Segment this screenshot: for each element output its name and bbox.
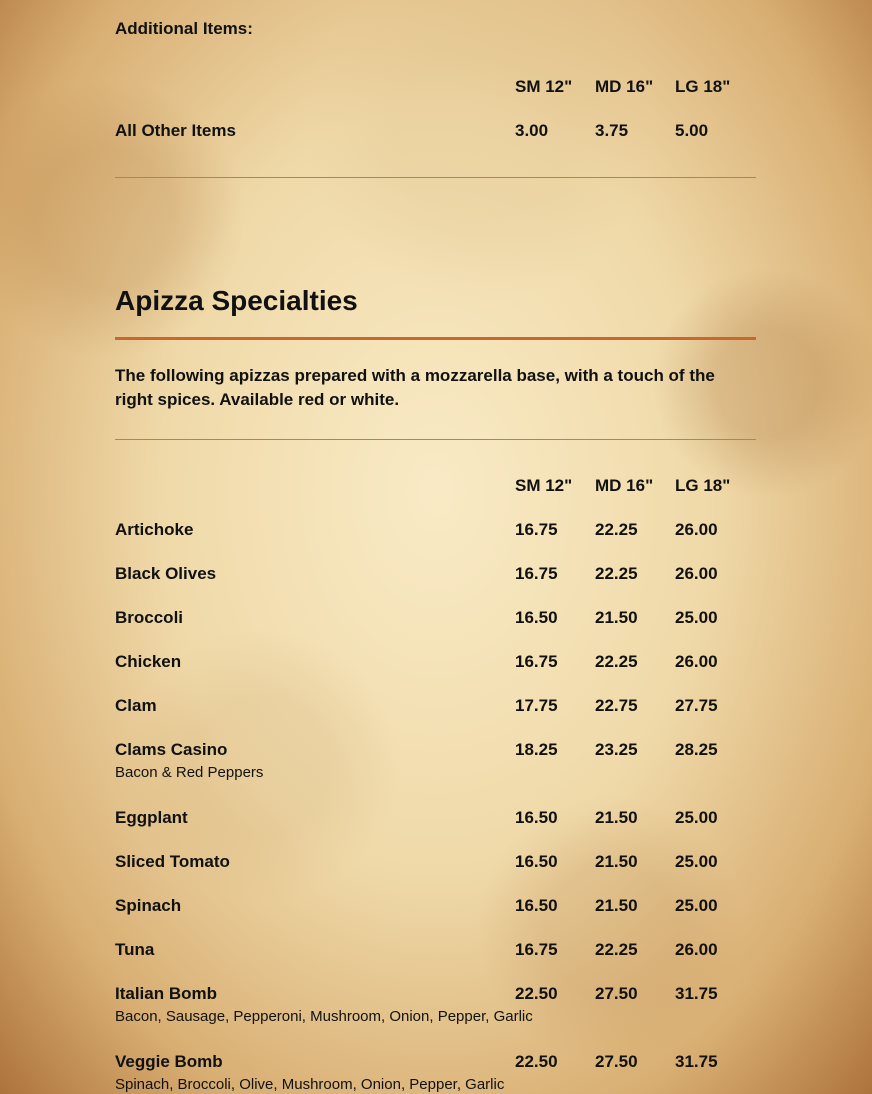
price-medium: 21.50 — [595, 896, 638, 915]
price-large: 26.00 — [675, 652, 718, 671]
price-small: 16.75 — [515, 520, 558, 539]
price-large: 27.75 — [675, 696, 718, 715]
price-medium: 27.50 — [595, 984, 638, 1003]
price-large: 5.00 — [675, 121, 709, 140]
price-large: 25.00 — [675, 808, 718, 827]
menu-item-name: Clam — [115, 696, 157, 715]
price-large: 25.00 — [675, 896, 718, 915]
size-header-large: LG 18" — [675, 77, 731, 96]
price-medium: 3.75 — [595, 121, 629, 140]
menu-item-name: Clams Casino — [115, 740, 228, 759]
section-title: Apizza Specialties — [115, 285, 358, 316]
price-small: 16.50 — [515, 896, 558, 915]
price-large: 26.00 — [675, 520, 718, 539]
menu-item-name: Veggie Bomb — [115, 1052, 223, 1071]
price-large: 31.75 — [675, 1052, 718, 1071]
price-large: 28.25 — [675, 740, 718, 759]
menu-item-description: Spinach, Broccoli, Olive, Mushroom, Onion, Pepper, Garlic — [115, 1076, 505, 1093]
price-small: 16.50 — [515, 608, 558, 627]
menu-item-name: Broccoli — [115, 608, 184, 627]
size-header-medium: MD 16" — [595, 77, 654, 96]
menu-item-name: Sliced Tomato — [115, 852, 230, 871]
size-header-small: SM 12" — [515, 77, 573, 96]
price-medium: 21.50 — [595, 808, 638, 827]
price-large: 31.75 — [675, 984, 718, 1003]
section-intro: The following apizzas prepared with a mozzarella base, with a touch of the right spices. Available red or white. — [115, 366, 715, 409]
price-small: 3.00 — [515, 121, 549, 140]
price-medium: 21.50 — [595, 608, 638, 627]
price-medium: 22.25 — [595, 940, 638, 959]
menu-item-name: Chicken — [115, 652, 182, 671]
section-divider — [115, 439, 756, 440]
price-large: 26.00 — [675, 940, 718, 959]
price-large: 25.00 — [675, 608, 718, 627]
price-medium: 22.25 — [595, 520, 638, 539]
price-small: 18.25 — [515, 740, 558, 759]
menu-item-name: All Other Items — [115, 121, 236, 140]
menu-item-name: Eggplant — [115, 808, 188, 827]
menu-item-name: Spinach — [115, 896, 182, 915]
menu-item-name: Artichoke — [115, 520, 194, 539]
price-small: 16.75 — [515, 652, 558, 671]
additional-items-heading: Additional Items: — [115, 19, 253, 38]
price-medium: 23.25 — [595, 740, 638, 759]
section-divider — [115, 177, 756, 178]
menu-item-description: Bacon, Sausage, Pepperoni, Mushroom, Onion, Pepper, Garlic — [115, 1008, 533, 1025]
price-small: 16.75 — [515, 564, 558, 583]
size-header-medium: MD 16" — [595, 476, 654, 495]
price-medium: 22.25 — [595, 652, 638, 671]
price-large: 25.00 — [675, 852, 718, 871]
price-medium: 21.50 — [595, 852, 638, 871]
menu-item-name: Italian Bomb — [115, 984, 218, 1003]
size-header-small: SM 12" — [515, 476, 573, 495]
price-small: 16.50 — [515, 852, 558, 871]
price-medium: 22.25 — [595, 564, 638, 583]
menu-item-description: Bacon & Red Peppers — [115, 764, 264, 781]
menu-item-name: Tuna — [115, 940, 155, 959]
price-small: 16.75 — [515, 940, 558, 959]
price-medium: 27.50 — [595, 1052, 638, 1071]
price-small: 22.50 — [515, 1052, 558, 1071]
price-medium: 22.75 — [595, 696, 638, 715]
price-large: 26.00 — [675, 564, 718, 583]
size-header-large: LG 18" — [675, 476, 731, 495]
price-small: 17.75 — [515, 696, 558, 715]
price-small: 16.50 — [515, 808, 558, 827]
price-small: 22.50 — [515, 984, 558, 1003]
title-underline — [115, 337, 756, 340]
menu-item-name: Black Olives — [115, 564, 217, 583]
